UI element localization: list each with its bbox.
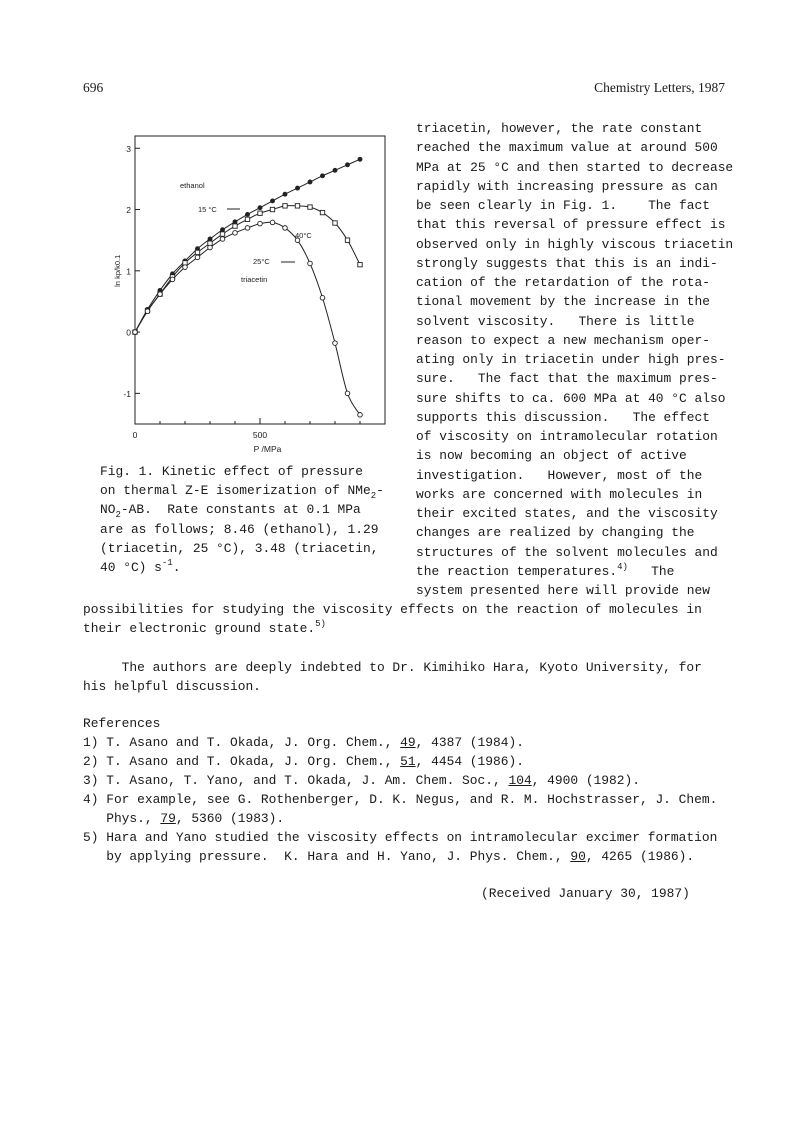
data-point (246, 212, 250, 216)
reference-item (83, 847, 717, 866)
body-line: observed only in highly viscous triacetin (416, 236, 734, 252)
body-line: structures of the solvent molecules and (416, 544, 718, 560)
reference-volume: 79 (160, 811, 176, 826)
data-point (271, 199, 275, 203)
body-line: investigation. However, most of the (416, 467, 703, 483)
data-point (333, 168, 337, 172)
body-line: reached the maximum value at around 500 (416, 140, 718, 156)
y-tick-label: 2 (126, 205, 131, 216)
caption-superscript: -1 (161, 557, 173, 568)
reference-volume: 104 (508, 773, 532, 788)
figure-caption (100, 462, 400, 577)
body-line: triacetin, however, the rate constant (416, 121, 703, 136)
y-tick-label: 0 (126, 327, 131, 338)
reference-item (83, 828, 717, 847)
body-line: their excited states, and the viscosity (416, 506, 718, 521)
series-annotation: triacetin (241, 275, 268, 284)
data-point (145, 309, 150, 314)
data-point (320, 295, 325, 300)
data-point (333, 341, 338, 346)
series-line-2 (135, 222, 360, 415)
reference-text: , 4265 (1986). (585, 849, 695, 864)
series-line-0 (135, 159, 360, 332)
caption-text: - (376, 483, 384, 499)
reference-marker: 4) (617, 561, 628, 572)
body-line: of viscosity on intramolecular rotation (416, 429, 718, 444)
data-point (158, 292, 163, 297)
caption-text: 40 °C) s (100, 559, 162, 575)
reference-text: , 5360 (1983). (175, 811, 285, 826)
right-column-text (416, 119, 734, 600)
data-point (358, 262, 362, 266)
body-line: supports this discussion. The effect (416, 409, 710, 425)
caption-line (100, 558, 400, 577)
reference-text: , 4454 (1986). (415, 754, 524, 769)
data-point (296, 186, 300, 190)
reference-item (83, 752, 717, 771)
data-point (221, 228, 225, 232)
references-heading: References (83, 716, 161, 731)
data-point (333, 221, 337, 225)
body-line: sure shifts to ca. 600 MPa at 40 °C also (416, 390, 726, 406)
data-point (195, 255, 200, 260)
reference-marker: 5) (315, 619, 326, 629)
caption-line: are as follows; 8.46 (ethanol), 1.29 (100, 521, 379, 537)
body-line: possibilities for studying the viscosity effects on the reaction of molecules in (83, 602, 702, 617)
data-point (308, 205, 312, 209)
body-line (416, 562, 726, 581)
data-point (245, 226, 250, 231)
series-line-1 (135, 206, 360, 333)
body-text: their electronic ground state. (83, 621, 316, 636)
data-point (358, 413, 363, 418)
y-tick-label: -1 (123, 388, 131, 399)
data-point (283, 204, 287, 208)
reference-item (83, 733, 717, 752)
body-line: solvent viscosity. There is little (416, 313, 695, 329)
caption-line: Fig. 1. Kinetic effect of pressure (100, 464, 364, 479)
data-point (258, 206, 262, 210)
reference-text: 3) T. Asano, T. Yano, and T. Okada, J. Am. Chem. Soc., (83, 773, 509, 788)
data-point (308, 180, 312, 184)
body-line: reason to expect a new mechanism oper- (416, 332, 710, 348)
body-line: tional movement by the increase in the (416, 294, 710, 310)
y-tick-label: 1 (126, 266, 131, 277)
caption-line (100, 481, 400, 500)
reference-volume: 90 (570, 849, 586, 864)
references-section (83, 714, 717, 866)
acknowledgement (83, 658, 702, 696)
data-point (220, 237, 225, 242)
data-point (345, 238, 349, 242)
body-line: sure. The fact that the maximum pres- (416, 371, 718, 387)
data-point (258, 221, 263, 226)
body-line (83, 619, 702, 638)
body-line: be seen clearly in Fig. 1. The fact (416, 198, 710, 213)
data-point (245, 217, 249, 221)
reference-text: 5) Hara and Yano studied the viscosity effects on intramolecular excimer formation (83, 830, 718, 845)
reference-volume: 49 (400, 735, 416, 750)
data-point (270, 207, 274, 211)
caption-text: . (172, 559, 181, 575)
data-point (358, 157, 362, 161)
body-line: his helpful discussion. (83, 679, 261, 694)
data-point (258, 211, 262, 215)
body-line: ating only in triacetin under high pres- (416, 352, 726, 367)
body-line: is now becoming an object of active (416, 448, 687, 464)
data-point (233, 224, 237, 228)
body-line: strongly suggests that this is an indi- (416, 255, 718, 271)
reference-text: 2) T. Asano and T. Okada, J. Org. Chem., (83, 754, 401, 769)
full-width-paragraph (83, 600, 702, 638)
data-point (346, 163, 350, 167)
body-line: MPa at 25 °C and then started to decrease (416, 159, 734, 175)
caption-subscript: 2 (115, 510, 121, 521)
body-text: the reaction temperatures. (416, 563, 618, 579)
reference-text: 4) For example, see G. Rothenberger, D. K. Negus, and R. M. Hochstrasser, J. Chem. (83, 792, 718, 807)
data-point (233, 231, 238, 236)
data-point (283, 226, 288, 231)
reference-text: , 4387 (1984). (415, 735, 524, 750)
data-point (133, 330, 138, 335)
data-point (195, 250, 199, 254)
data-point (320, 210, 324, 214)
reference-item (83, 790, 717, 809)
body-line: system presented here will provide new (416, 583, 710, 598)
data-point (170, 277, 175, 282)
body-line: works are concerned with molecules in (416, 486, 703, 502)
data-point (270, 220, 275, 225)
series-annotation: 25°C (253, 257, 270, 266)
data-point (208, 245, 213, 250)
reference-text: Phys., (83, 811, 161, 826)
body-line: rapidly with increasing pressure as can (416, 178, 718, 194)
journal-title: Chemistry Letters, 1987 (594, 80, 725, 95)
data-point (183, 265, 188, 270)
caption-subscript: 2 (370, 491, 377, 502)
data-point (308, 261, 313, 266)
data-point (295, 204, 299, 208)
body-line: changes are realized by changing the (416, 525, 695, 541)
data-point (220, 232, 224, 236)
body-text: The (627, 563, 675, 579)
caption-line: (triacetin, 25 °C), 3.48 (triacetin, (100, 540, 379, 556)
x-tick-label: 0 (132, 430, 138, 440)
x-tick-label: 500 (252, 430, 268, 440)
caption-text: on thermal Z-E isomerization of NMe (100, 483, 371, 499)
figure-1-chart (95, 128, 425, 466)
x-axis-label: P /MPa (253, 444, 282, 454)
data-point (208, 237, 212, 241)
reference-item (83, 771, 717, 790)
reference-list (83, 733, 717, 866)
reference-text: 1) T. Asano and T. Okada, J. Org. Chem., (83, 735, 401, 750)
reference-text: by applying pressure. K. Hara and H. Yano, J. Phys. Chem., (83, 849, 571, 864)
reference-text: , 4900 (1982). (531, 773, 640, 788)
page-number: 696 (83, 80, 104, 95)
reference-item (83, 809, 717, 828)
body-line: The authors are deeply indebted to Dr. Kimihiko Hara, Kyoto University, for (83, 660, 702, 675)
y-axis-label: ln kp/k0.1 (113, 254, 122, 287)
series-annotation: 15 °C (198, 205, 217, 214)
reference-volume: 51 (400, 754, 416, 769)
body-line: that this reversal of pressure effect is (416, 217, 726, 233)
data-point (345, 391, 350, 396)
series-annotation: ethanol (180, 181, 205, 190)
series-annotation: 40°C (295, 231, 312, 240)
data-point (321, 174, 325, 178)
data-point (233, 220, 237, 224)
caption-line (100, 500, 400, 519)
caption-text: -AB. Rate constants at 0.1 MPa (120, 502, 361, 518)
body-line: cation of the retardation of the rota- (416, 275, 710, 290)
data-point (283, 192, 287, 196)
caption-text: NO (100, 502, 116, 518)
received-date: (Received January 30, 1987) (481, 886, 690, 901)
y-tick-label: 3 (126, 143, 131, 154)
